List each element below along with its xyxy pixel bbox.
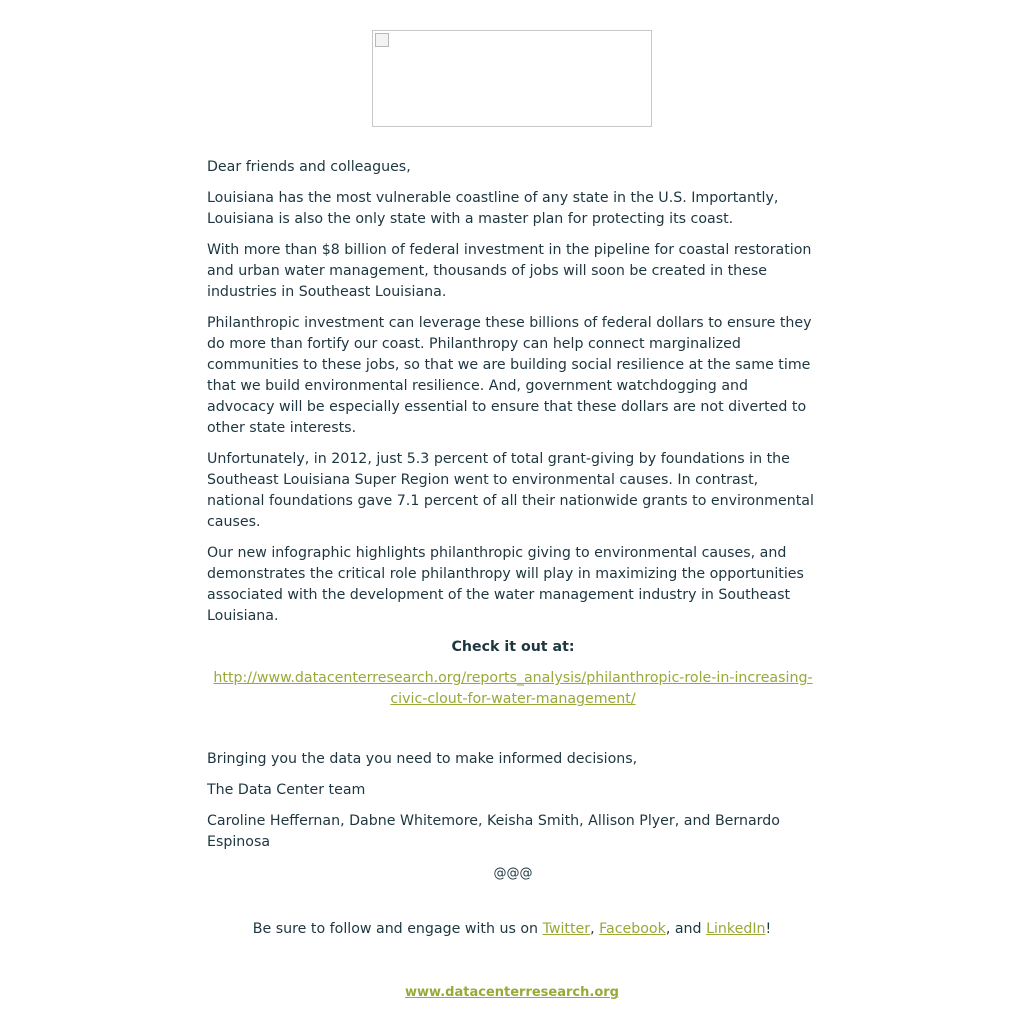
website-link[interactable]: www.datacenterresearch.org — [405, 985, 619, 1000]
report-link[interactable]: http://www.datacenterresearch.org/reports_analysis/philanthropic-role-in-increasing-civic-clout-for-water-management/ — [213, 670, 813, 707]
paragraph-4: Unfortunately, in 2012, just 5.3 percent of total grant-giving by foundations in the Southeast Louisiana Super Region went to environmental causes. In contrast, national foundations gave 7.1 percent of all their nationwide grants to environmental causes. — [207, 451, 814, 530]
paragraph-2: With more than $8 billion of federal investment in the pipeline for coastal restoration and urban water management, thousands of jobs will soon be created in these industries in Southeast Louisiana. — [207, 242, 812, 300]
broken-image-icon — [375, 33, 389, 47]
team-signature: The Data Center team — [207, 782, 366, 798]
check-it-out-label: Check it out at: — [451, 639, 575, 655]
spacer — [207, 720, 819, 749]
facebook-link[interactable]: Facebook — [599, 921, 666, 937]
social-follow-line — [0, 919, 1024, 940]
social-suffix: ! — [765, 921, 772, 937]
greeting: Dear friends and colleagues, — [207, 159, 411, 175]
team-names: Caroline Heffernan, Dabne Whitemore, Keisha Smith, Allison Plyer, and Bernardo Espinosa — [207, 813, 780, 850]
social-separator-2: , and — [665, 921, 707, 937]
email-body — [207, 157, 819, 894]
header-logo-image — [372, 30, 652, 127]
paragraph-3: Philanthropic investment can leverage these billions of federal dollars to ensure they do more than fortify our coast. Philanthropy can help connect marginalized communities to these jobs, so that we are building social resilience at the same time that we build environmental resilience. And, government watchdogging and advocacy will be especially essential to ensure that these dollars are not diverted to other state interests. — [207, 315, 812, 436]
report-link-row — [207, 668, 819, 710]
paragraph-1: Louisiana has the most vulnerable coastline of any state in the U.S. Importantly, Louisiana is also the only state with a master plan for protecting its coast. — [207, 190, 779, 227]
closing-line: Bringing you the data you need to make informed decisions, — [207, 751, 638, 767]
linkedin-link[interactable]: LinkedIn — [706, 921, 766, 937]
social-prefix: Be sure to follow and engage with us on — [252, 921, 543, 937]
signature-mark: @@@ — [493, 866, 533, 881]
footer — [0, 984, 1024, 1002]
social-separator-1: , — [590, 921, 600, 937]
twitter-link[interactable]: Twitter — [542, 921, 591, 937]
paragraph-5: Our new infographic highlights philanthropic giving to environmental causes, and demonstrates the critical role philanthropy will play in maximizing the opportunities associated with the development of the water management industry in Southeast Louisiana. — [207, 545, 804, 624]
